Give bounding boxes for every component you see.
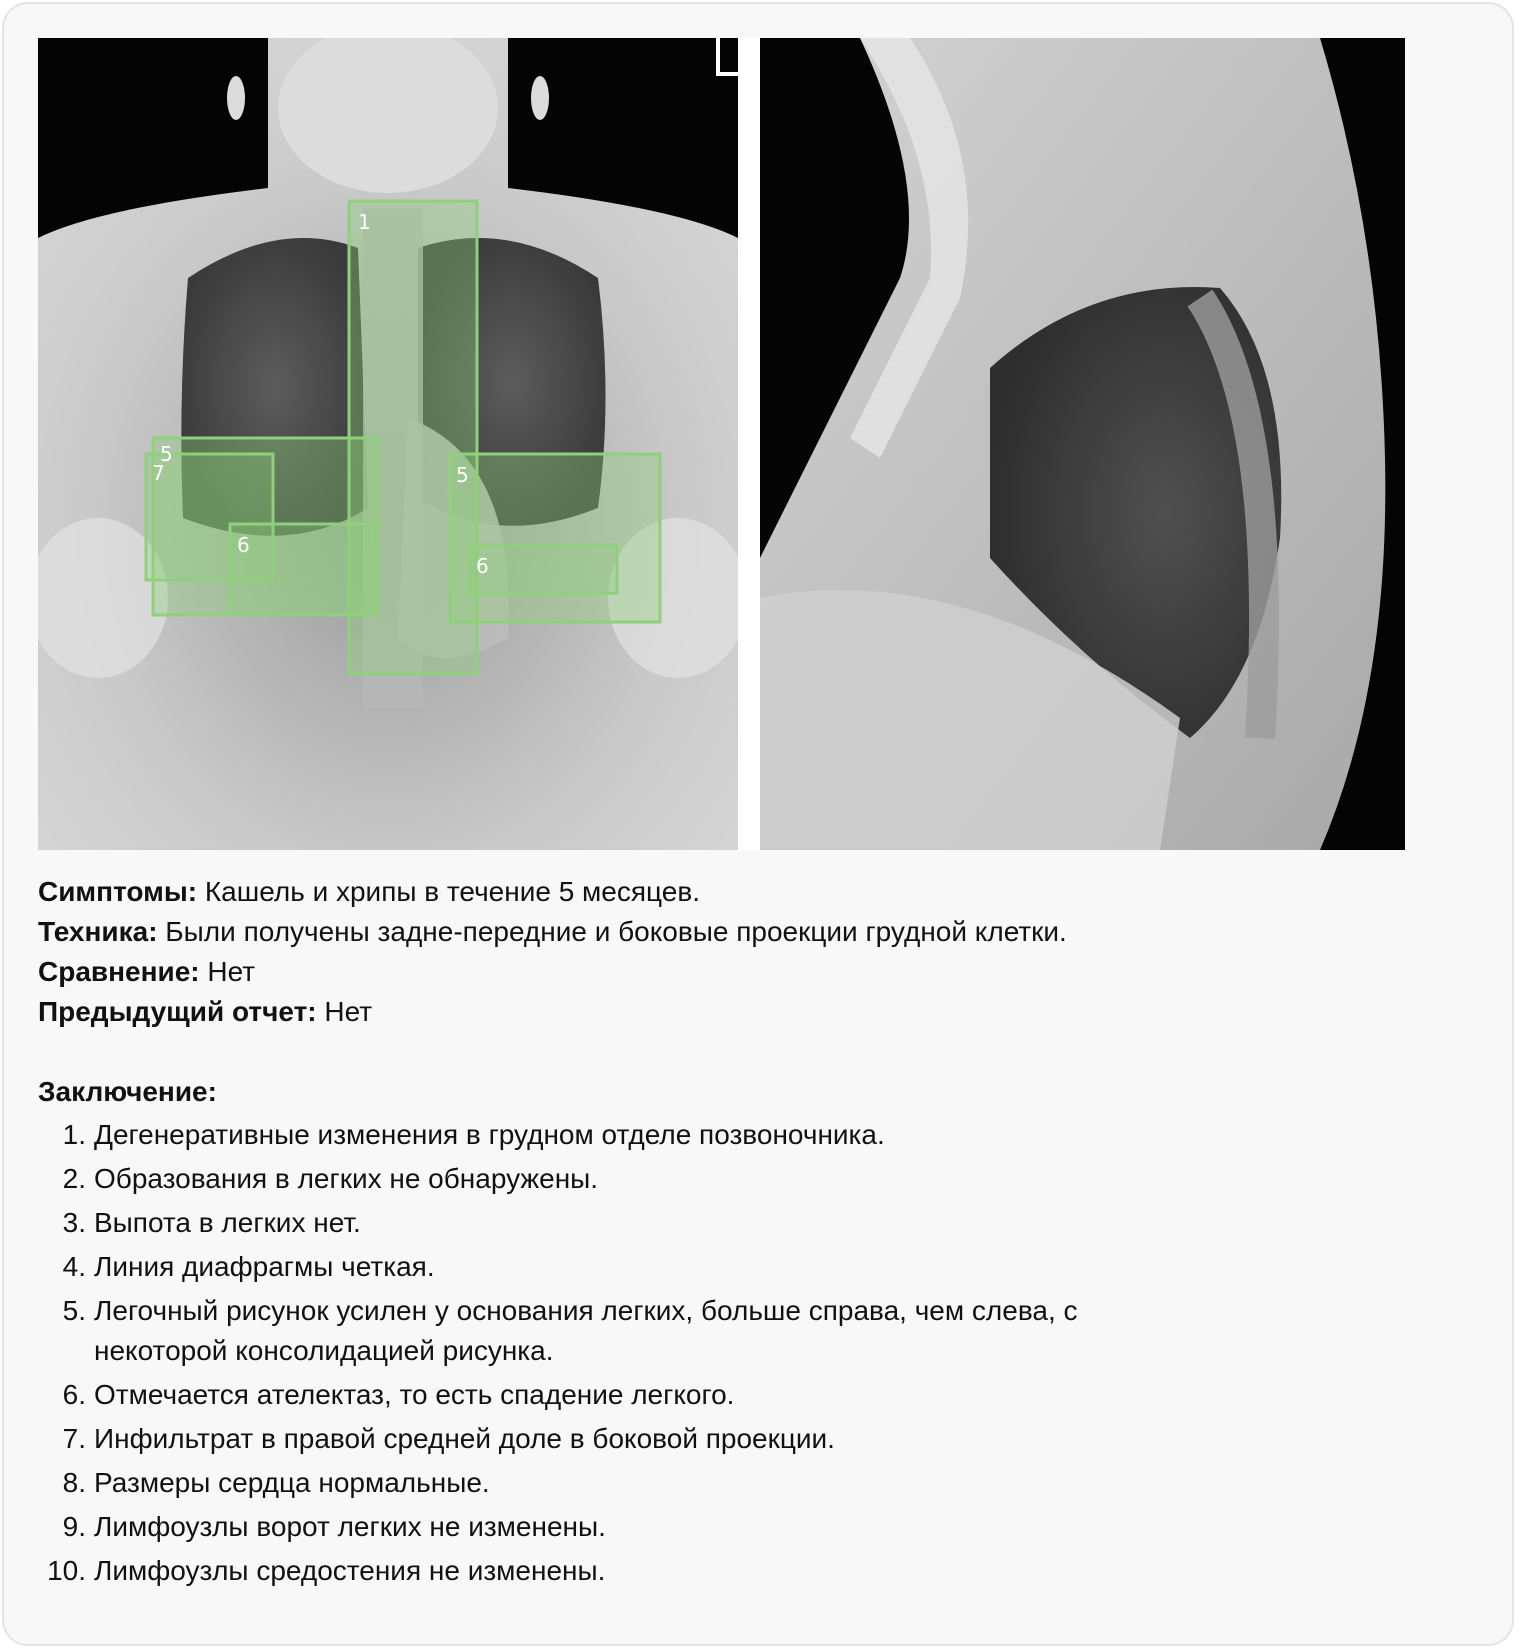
list-item <box>38 1375 1438 1415</box>
xray-frontal-image <box>38 38 738 850</box>
annotation-label: 6 <box>237 533 250 557</box>
item-number: 8. <box>62 1467 86 1498</box>
annotation-box <box>470 545 617 593</box>
item-text: Отмечается ателектаз, то есть спадение легкого. <box>94 1379 735 1410</box>
annotation-label: 1 <box>358 210 371 234</box>
field-symptoms <box>38 872 1438 912</box>
item-number: 3. <box>62 1207 86 1238</box>
xray-lateral-image <box>760 38 1405 850</box>
item-number: 4. <box>62 1251 86 1282</box>
field-previous-report <box>38 992 1438 1032</box>
item-text: Размеры сердца нормальные. <box>94 1467 490 1498</box>
list-item <box>38 1507 1438 1547</box>
list-item <box>38 1247 1438 1287</box>
xray-lateral-svg <box>760 38 1405 850</box>
list-item <box>38 1159 1438 1199</box>
item-text: Дегенеративные изменения в грудном отделе позвоночника. <box>94 1119 885 1150</box>
annotation-label: 6 <box>476 554 489 578</box>
annotation-box <box>450 454 660 622</box>
item-number: 9. <box>62 1511 86 1542</box>
list-item <box>38 1419 1438 1459</box>
field-value: Нет <box>199 956 256 987</box>
item-text: Инфильтрат в правой средней доле в боковой проекции. <box>94 1423 835 1454</box>
item-number: 7. <box>62 1423 86 1454</box>
list-item <box>38 1463 1438 1503</box>
list-item <box>38 1551 1438 1591</box>
field-label: Симптомы: <box>38 876 198 907</box>
field-label: Сравнение: <box>38 956 200 987</box>
image-divider <box>738 38 760 850</box>
annotation-label: 7 <box>152 461 165 485</box>
field-value: Кашель и хрипы в течение 5 месяцев. <box>197 876 700 907</box>
item-text: Выпота в легких нет. <box>94 1207 361 1238</box>
list-item <box>38 1203 1438 1243</box>
field-label: Техника: <box>38 916 158 947</box>
item-number: 1. <box>62 1119 86 1150</box>
report-fields <box>38 872 1438 1032</box>
item-number: 5. <box>62 1295 86 1326</box>
field-label: Предыдущий отчет: <box>38 996 317 1027</box>
item-text: Линия диафрагмы четкая. <box>94 1251 435 1282</box>
earring-left <box>531 76 549 120</box>
item-number: 10. <box>47 1555 86 1586</box>
field-value: Были получены задне-передние и боковые проекции грудной клетки. <box>157 916 1067 947</box>
list-item <box>38 1115 1438 1155</box>
field-value: Нет <box>316 996 373 1027</box>
conclusion-list <box>38 1115 1438 1595</box>
item-text: Образования в легких не обнаружены. <box>94 1163 599 1194</box>
earring-right <box>227 76 245 120</box>
field-technique <box>38 912 1438 952</box>
list-item <box>38 1291 1438 1371</box>
item-text: Лимфоузлы ворот легких не изменены. <box>94 1511 606 1542</box>
item-number: 6. <box>62 1379 86 1410</box>
field-comparison <box>38 952 1438 992</box>
annotation-box <box>230 524 372 615</box>
annotation-label: 5 <box>456 463 469 487</box>
item-number: 2. <box>62 1163 86 1194</box>
item-text: Лимфоузлы средостения не изменены. <box>94 1555 606 1586</box>
conclusion-title: Заключение: <box>38 1076 217 1107</box>
xray-frontal-svg <box>38 38 738 850</box>
annotation-label: 5 <box>160 442 173 466</box>
item-text: Легочный рисунок усилен у основания легких, больше справа, чем слева, с некоторой консолидацией рисунка. <box>94 1295 1078 1366</box>
